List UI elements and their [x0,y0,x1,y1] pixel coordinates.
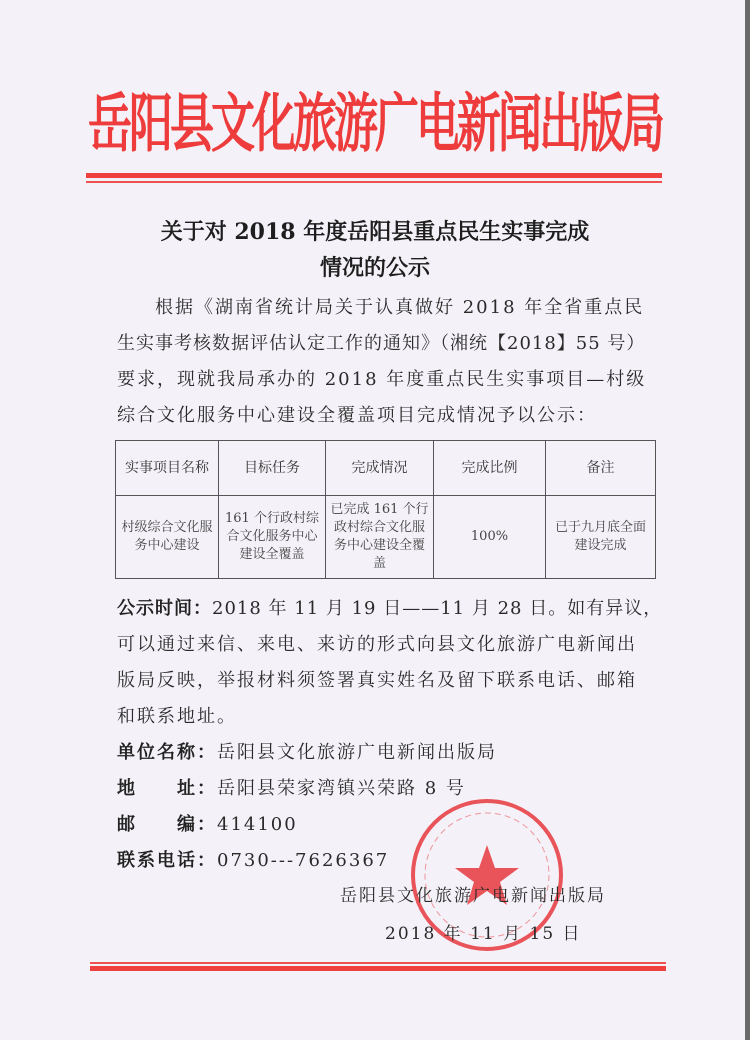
signature-date: 2018 年 11 月 15 日 [385,924,582,944]
notice-line: 和联系地址。 [117,706,237,727]
contact-label: 邮 编： [117,814,217,835]
contact-phone [117,843,677,879]
notice-period: 2018 年 11 月 19 日——11 月 28 日。如有异议， [212,598,663,619]
project-table [115,440,656,579]
contact-label: 联系电话： [117,850,217,871]
signature-org: 岳阳县文化旅游广电新闻出版局 [340,886,606,906]
notice-line: 可以通过来信、来电、来访的形式向县文化旅游广电新闻出 [117,634,637,655]
cell-ratio: 100% [434,496,546,579]
notice-line1 [117,591,677,627]
table-header-row [116,441,656,496]
contact-value: 414100 [217,814,298,835]
footer-rule-thin [90,962,666,964]
header-rule-thick [86,173,662,178]
table-row [116,496,656,579]
contact-label: 地 址： [117,778,217,799]
intro-line: 根据《湖南省统计局关于认真做好 2018 年全省重点民 [155,297,645,318]
notice-line: 版局反映，举报材料须签署真实姓名及留下联系电话、邮箱 [117,670,637,691]
col-header: 目标任务 [219,441,326,496]
col-header: 实事项目名称 [116,441,219,496]
cell-target: 161 个行政村综合文化服务中心建设全覆盖 [219,496,326,579]
intro-line: 要求，现就我局承办的 2018 年度重点民生实事项目—村级 [117,369,647,390]
notice-label: 公示时间： [117,598,212,619]
contact-value: 0730---7626367 [217,850,390,871]
header-rule-thin [86,181,662,183]
cell-note: 已于九月底全面建设完成 [546,496,656,579]
document-title-line1: 关于对 2018 年度岳阳县重点民生实事完成 [160,219,590,245]
footer-rule-thick [90,966,666,971]
contact-value: 岳阳县荣家湾镇兴荣路 8 号 [217,778,466,799]
contact-unit [117,735,677,771]
contact-postcode [117,807,677,843]
document-body [117,290,677,879]
contact-value: 岳阳县文化旅游广电新闻出版局 [217,742,497,763]
masthead-org-name: 岳阳县文化旅游广电新闻出版局 [88,87,662,162]
cell-project: 村级综合文化服务中心建设 [116,496,219,579]
contact-address [117,771,677,807]
col-header: 备注 [546,441,656,496]
intro-line: 综合文化服务中心建设全覆盖项目完成情况予以公示： [117,405,597,426]
contact-label: 单位名称： [117,742,217,763]
intro-line: 生实事考核数据评估认定工作的通知》（湘统【2018】55 号） [117,333,646,354]
col-header: 完成比例 [434,441,546,496]
col-header: 完成情况 [326,441,434,496]
cell-status: 已完成 161 个行政村综合文化服务中心建设全覆盖 [326,496,434,579]
document-title-line2: 情况的公示 [319,255,430,281]
